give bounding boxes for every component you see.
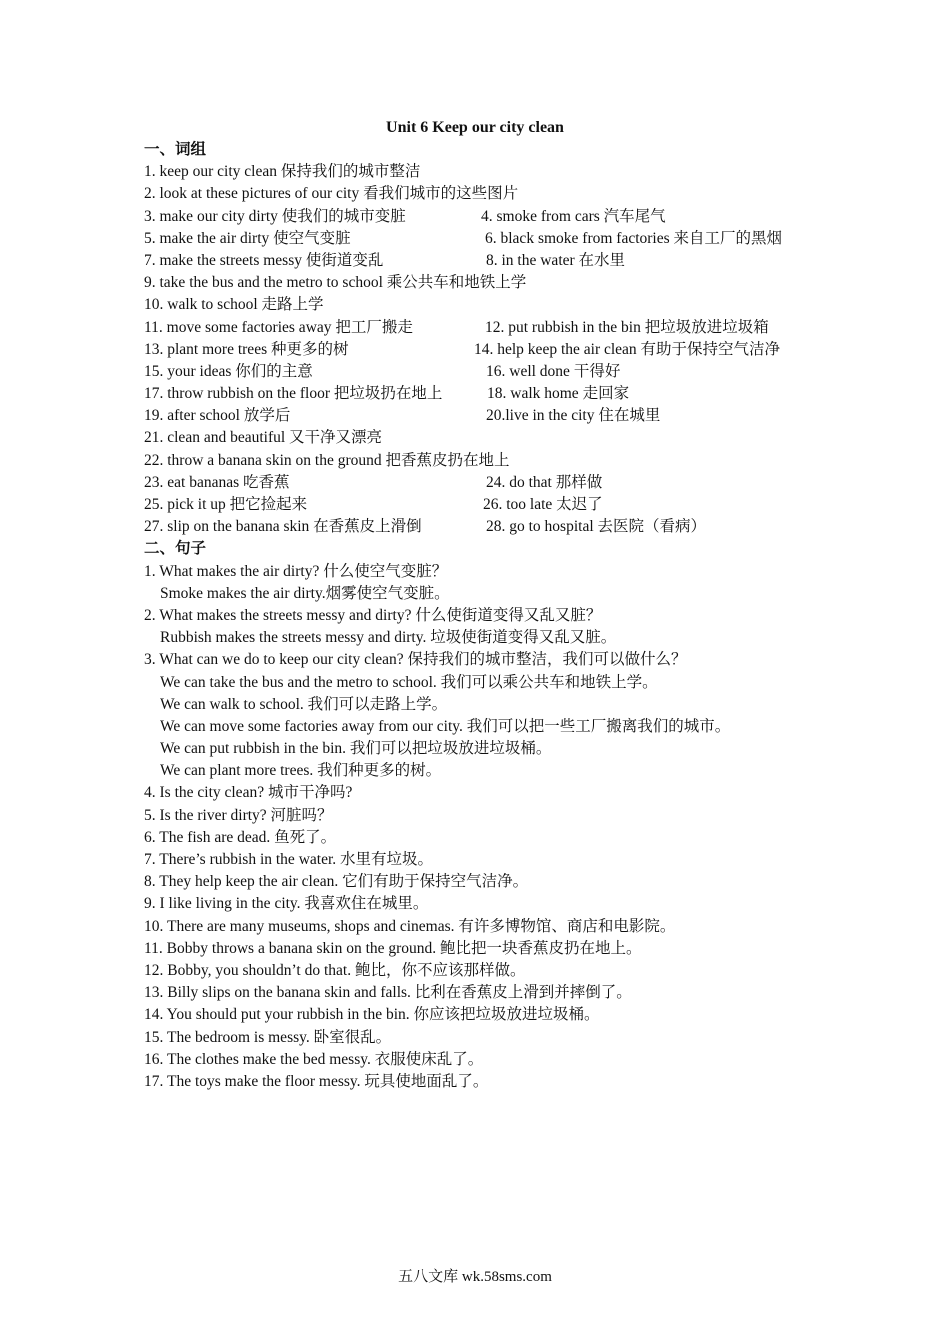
- sentence-list: [144, 561, 844, 1094]
- phrase-item: 25. pick it up 把它捡起来: [144, 496, 308, 513]
- phrase-item: 10. walk to school 走路上学: [144, 296, 324, 314]
- phrase-row: [144, 427, 844, 449]
- sentence-item: 12. Bobby, you shouldn’t do that. 鲍比，你不应该那样做。: [144, 961, 526, 979]
- phrase-row: [144, 317, 844, 339]
- sentence-item: 15. The bedroom is messy. 卧室很乱。: [144, 1028, 392, 1046]
- sentence-item: 7. There’s rubbish in the water. 水里有垃圾。: [144, 851, 434, 868]
- sentence-answer: Smoke makes the air dirty.烟雾使空气变脏。: [160, 584, 450, 602]
- phrase-item: 20.live in the city 住在城里: [486, 407, 661, 425]
- phrase-item: 5. make the air dirty 使空气变脏: [144, 229, 351, 247]
- sentence-item: 2. What makes the streets messy and dirty? 什么使街道变得又乱又脏？: [144, 606, 602, 624]
- phrase-row: [144, 450, 844, 472]
- phrase-item: 28. go to hospital 去医院（看病）: [486, 518, 707, 536]
- sentence-answer: We can plant more trees. 我们种更多的树。: [160, 762, 442, 780]
- phrase-row: [144, 206, 844, 228]
- phrase-item: 18. walk home 走回家: [487, 385, 630, 403]
- phrase-row: [144, 516, 844, 538]
- phrase-item: 24. do that 那样做: [486, 473, 603, 491]
- sentence-item: 1. What makes the air dirty? 什么使空气变脏？: [144, 562, 448, 580]
- sentence-item: 3. What can we do to keep our city clean? 保持我们的城市整洁，我们可以做什么？: [144, 651, 687, 669]
- sentence-answer: We can take the bus and the metro to school. 我们可以乘公共车和地铁上学。: [160, 673, 658, 691]
- phrase-row: [144, 294, 844, 316]
- phrase-row: [144, 228, 844, 250]
- phrase-item: 6. black smoke from factories 来自工厂的黑烟: [485, 229, 783, 247]
- sentence-item: 9. I like living in the city. 我喜欢住在城里。: [144, 895, 429, 913]
- sentence-answer: Rubbish makes the streets messy and dirty. 垃圾使街道变得又乱又脏。: [160, 629, 617, 647]
- phrase-row: [144, 383, 844, 405]
- phrase-item: 9. take the bus and the metro to school 乘公共车和地铁上学: [144, 274, 527, 292]
- phrase-item: 1. keep our city clean 保持我们的城市整洁: [144, 163, 421, 181]
- phrase-item: 21. clean and beautiful 又干净又漂亮: [144, 429, 383, 447]
- footer-watermark: 五八文库 wk.58sms.com: [398, 1269, 552, 1285]
- phrase-item: 16. well done 干得好: [486, 362, 621, 380]
- phrase-row: [144, 494, 844, 516]
- phrase-item: 8. in the water 在水里: [486, 251, 626, 269]
- phrase-item: 17. throw rubbish on the floor 把垃圾扔在地上: [144, 385, 443, 403]
- section-heading-sentences: 二、句子: [144, 540, 207, 558]
- sentence-item: 13. Billy slips on the banana skin and falls. 比利在香蕉皮上滑到并摔倒了。: [144, 984, 632, 1002]
- phrase-row: [144, 361, 844, 383]
- phrase-item: 3. make our city dirty 使我们的城市变脏: [144, 207, 406, 225]
- phrase-item: 19. after school 放学后: [144, 407, 291, 425]
- phrase-row: [144, 472, 844, 494]
- sentence-item: 8. They help keep the air clean. 它们有助于保持空气洁净。: [144, 873, 529, 891]
- phrase-row: [144, 250, 844, 272]
- phrase-item: 14. help keep the air clean 有助于保持空气洁净: [474, 340, 781, 358]
- phrase-list: [144, 161, 844, 538]
- sentence-item: 6. The fish are dead. 鱼死了。: [144, 828, 337, 846]
- phrase-item: 7. make the streets messy 使街道变乱: [144, 251, 384, 269]
- sentence-answer: We can move some factories away from our city. 我们可以把一些工厂搬离我们的城市。: [160, 717, 731, 735]
- phrase-item: 15. your ideas 你们的主意: [144, 362, 313, 380]
- phrase-item: 23. eat bananas 吃香蕉: [144, 473, 290, 491]
- section-heading-phrases: 一、词组: [144, 141, 207, 158]
- sentence-item: 14. You should put your rubbish in the bin. 你应该把垃圾放进垃圾桶。: [144, 1006, 600, 1024]
- sentence-item: 11. Bobby throws a banana skin on the ground. 鲍比把一块香蕉皮扔在地上。: [144, 939, 642, 957]
- sentence-item: 17. The toys make the floor messy. 玩具使地面乱了。: [144, 1072, 489, 1090]
- phrase-row: [144, 405, 844, 427]
- page-title: Unit 6 Keep our city clean: [386, 119, 564, 136]
- sentence-answer: We can walk to school. 我们可以走路上学。: [160, 695, 448, 713]
- phrase-row: [144, 339, 844, 361]
- phrase-item: 26. too late 太迟了: [483, 496, 603, 513]
- sentence-item: 16. The clothes make the bed messy. 衣服使床乱了。: [144, 1050, 484, 1068]
- phrase-item: 2. look at these pictures of our city 看我们城市的这些图片: [144, 185, 519, 203]
- document-body: [144, 139, 844, 1093]
- sentence-item: 4. Is the city clean? 城市干净吗?: [144, 784, 353, 802]
- sentence-item: 10. There are many museums, shops and cinemas. 有许多博物馆、商店和电影院。: [144, 917, 676, 935]
- phrase-item: 13. plant more trees 种更多的树: [144, 340, 349, 358]
- sentence-item: 5. Is the river dirty? 河脏吗？: [144, 806, 333, 824]
- phrase-row: [144, 272, 844, 294]
- phrase-item: 11. move some factories away 把工厂搬走: [144, 318, 413, 336]
- sentence-answer: We can put rubbish in the bin. 我们可以把垃圾放进垃圾桶。: [160, 740, 552, 758]
- phrase-row: [144, 183, 844, 205]
- phrase-row: [144, 161, 844, 183]
- phrase-item: 12. put rubbish in the bin 把垃圾放进垃圾箱: [485, 318, 769, 336]
- phrase-item: 4. smoke from cars 汽车尾气: [481, 207, 666, 225]
- phrase-item: 27. slip on the banana skin 在香蕉皮上滑倒: [144, 518, 422, 536]
- phrase-item: 22. throw a banana skin on the ground 把香蕉皮扔在地上: [144, 451, 510, 469]
